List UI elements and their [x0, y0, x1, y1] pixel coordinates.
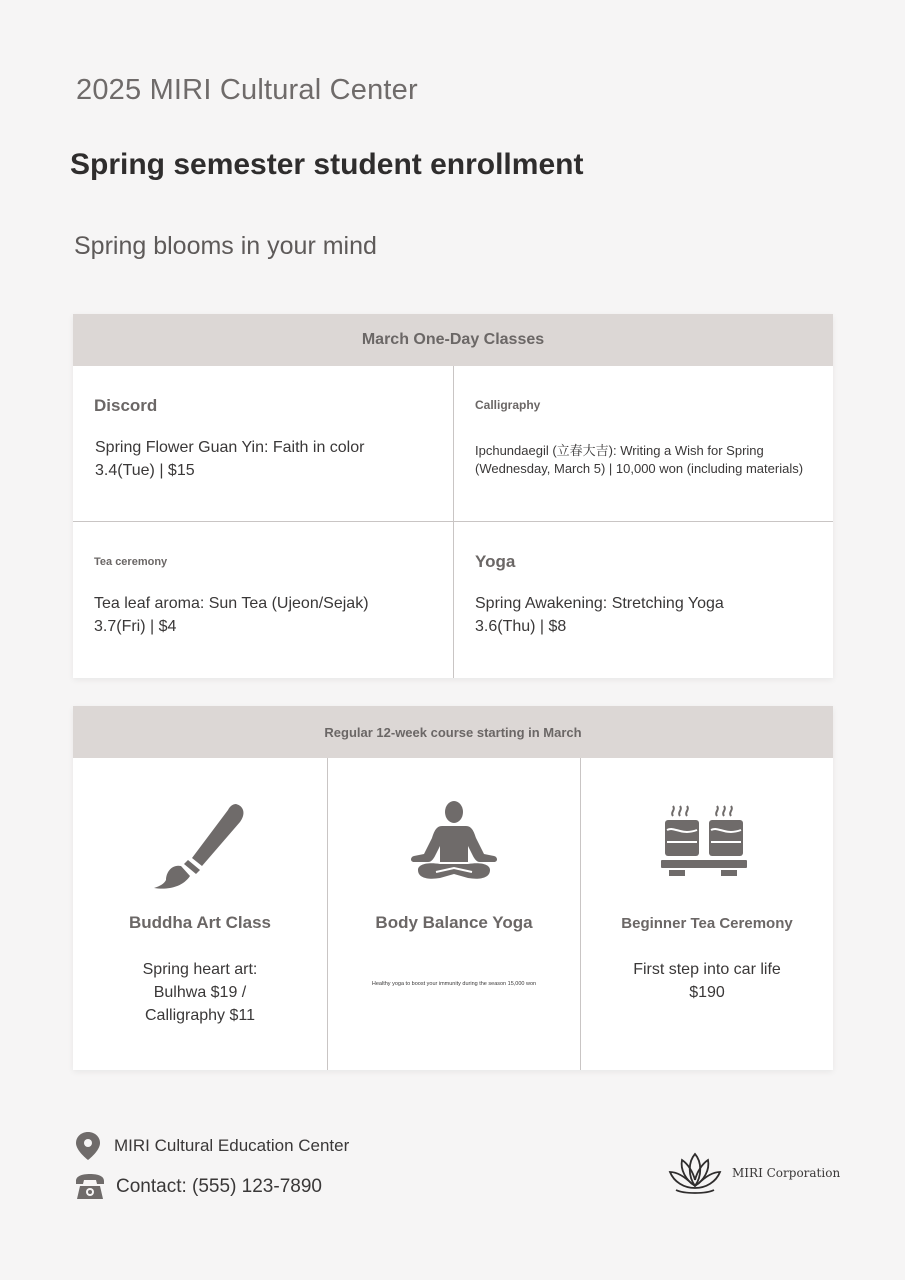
class-category: Tea ceremony [94, 556, 168, 568]
course-desc-line: First step into car life [633, 961, 781, 978]
class-title: Ipchundaegil (立春大吉): Writing a Wish for Spring [475, 443, 764, 458]
org-title: 2025 MIRI Cultural Center [76, 74, 418, 106]
class-card-discord [73, 366, 453, 521]
class-category: Yoga [475, 552, 516, 571]
course-card-beginner-tea-ceremony [580, 758, 833, 1070]
class-description [475, 442, 817, 478]
course-name: Buddha Art Class [128, 913, 271, 932]
location-text: MIRI Cultural Education Center [114, 1136, 350, 1155]
telephone-icon [74, 1173, 106, 1201]
class-title: Spring Awakening: Stretching Yoga [475, 595, 724, 612]
company-logo [668, 1150, 840, 1196]
course-description [601, 958, 813, 1004]
class-card-tea-ceremony [73, 521, 453, 678]
class-description [94, 592, 437, 638]
location-row [74, 1131, 349, 1161]
course-card-body-balance-yoga [327, 758, 580, 1070]
class-card-yoga [453, 521, 833, 678]
class-date-price: 3.4(Tue) | $15 [95, 462, 195, 479]
one-day-classes-panel [73, 314, 833, 678]
course-name: Body Balance Yoga [375, 913, 533, 932]
course-card-buddha-art [73, 758, 327, 1070]
course-description [93, 958, 307, 1027]
course-desc-line: Calligraphy $11 [145, 1007, 255, 1024]
regular-courses-header: Regular 12-week course starting in March [73, 706, 833, 758]
course-desc-line: Spring heart art: [142, 961, 258, 978]
lotus-icon [668, 1150, 722, 1196]
course-desc-line: Healthy yoga to boost your immunity during the season 15,000 won [371, 981, 537, 987]
company-name: MIRI Corporation [732, 1166, 841, 1180]
class-title: Spring Flower Guan Yin: Faith in color [95, 439, 365, 456]
page-title: Spring semester student enrollment [70, 148, 584, 181]
paintbrush-icon [152, 800, 248, 890]
tea-cups-icon [659, 800, 755, 890]
meditation-icon [406, 800, 502, 890]
contact-row [74, 1173, 322, 1201]
class-category: Discord [94, 396, 158, 415]
class-description [95, 436, 437, 482]
regular-courses-panel [73, 706, 833, 1070]
course-name: Beginner Tea Ceremony [621, 915, 793, 932]
course-description [348, 980, 560, 988]
one-day-classes-header: March One-Day Classes [73, 314, 833, 366]
course-desc-line: $190 [689, 984, 725, 1001]
class-description [475, 592, 817, 638]
tagline: Spring blooms in your mind [74, 232, 377, 260]
course-desc-line: Bulhwa $19 / [153, 984, 247, 1001]
class-title: Tea leaf aroma: Sun Tea (Ujeon/Sejak) [94, 595, 369, 612]
class-date-price: 3.7(Fri) | $4 [94, 618, 177, 635]
contact-text: Contact: (555) 123-7890 [116, 1176, 322, 1197]
class-category: Calligraphy [475, 398, 541, 412]
class-card-calligraphy [453, 366, 833, 521]
map-pin-icon [74, 1131, 102, 1161]
class-date-price: (Wednesday, March 5) | 10,000 won (including materials) [475, 461, 804, 476]
class-date-price: 3.6(Thu) | $8 [475, 618, 567, 635]
